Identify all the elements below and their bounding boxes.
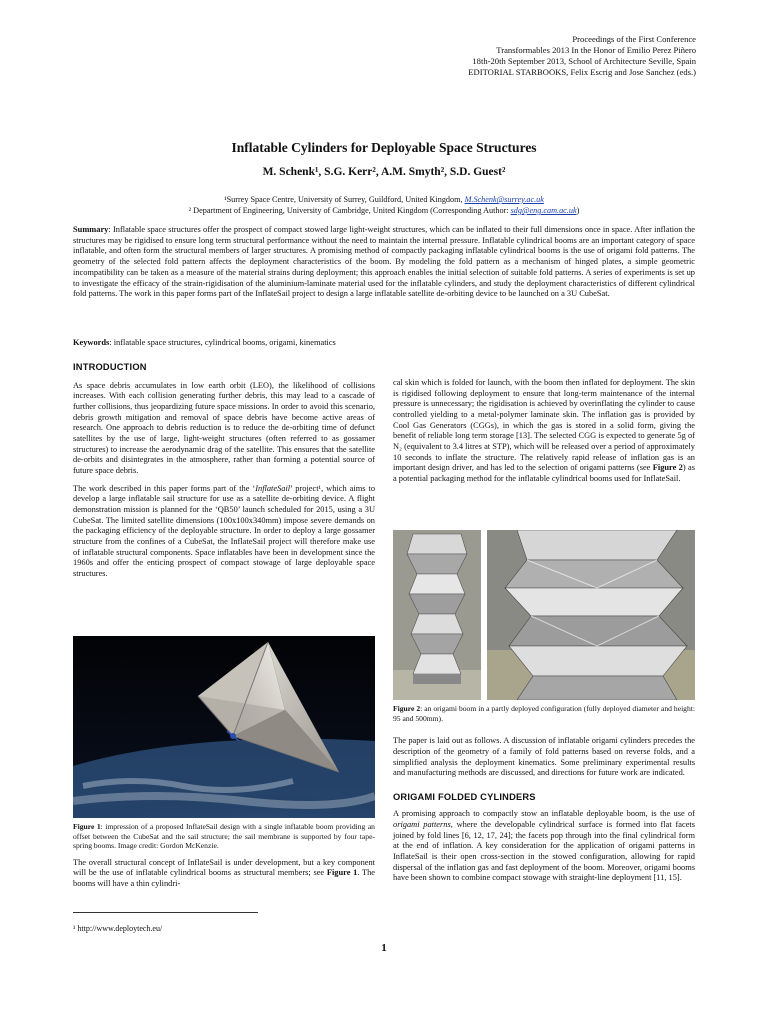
header-line-1: Proceedings of the First Conference — [572, 34, 696, 44]
footnote: ¹ http://www.deploytech.eu/ — [73, 924, 163, 933]
origami-boom-photo-right — [487, 530, 695, 700]
email-link-1[interactable]: M.Schenk@surrey.ac.uk — [464, 195, 544, 204]
summary-label: Summary — [73, 225, 109, 234]
intro-paragraph-3: The overall structural concept of InflateSail is under development, but a key component will be the use of inflatable cylindrical booms as structural members; see Figure 1. The booms will have a thin cylindri- — [73, 857, 375, 889]
section-heading-introduction: INTRODUCTION — [73, 362, 147, 372]
intro-paragraph-2: The work described in this paper forms part of the ‘InflateSail’ project¹, which aims to develop a large inflatable sail structure for use as a satellite de-orbiting device. A flight demonstration mission is planned for the ‘QB50’ launch scheduled for 2015, using a 3U CubeSat. The limited satellite dimensions (100x100x340mm) impose severe demands on the packaging efficiency of the deployable structure. In order to deploy a large gossamer structure from the confines of a CubeSat, the InflateSail project will therefore make use of inflatable structural components. Space inflatables have been in development since the 1960s and offer the enticing prospect of compact stowage of large deployable space structures. — [73, 483, 376, 578]
summary-text: : Inflatable space structures offer the prospect of compact stowed large light-weight structures, which can be inflated to their full dimensions once in space. After inflation the structures may be rigidised to ensure long term structural performance without the need to maintain the internal pressure. Inflatable cylindrical booms are an important category of space inflatable, and often form the structural members of larger structures. A promising method of compactly packaging inflatable cylindrical booms is the use of origami fold patterns. The geometry of the selected fold pattern affects the deployment characteristics of the boom. By modeling the fold pattern as a mechanism of hinged plates, a simple geometric incompatibility can be taken as a measure of the material strains during deployment; this approach enables the initial selection of suitable fold patterns. A series of experiments is set up to investigate the efficacy of the strain-rigidisation of the aluminium-laminate material used for the inflatable cylinders, and study the deployment characteristics of different cylindrical fold patterns. The work in this paper forms part of the InflateSail project to design a large inflatable satellite de-orbiting device to be launched on a 3U CubeSat. — [73, 225, 695, 299]
section-heading-origami: ORIGAMI FOLDED CYLINDERS — [393, 791, 536, 802]
origami-boom-photo-left — [393, 530, 481, 700]
satellite-sail-illustration — [73, 636, 375, 818]
right-paragraph-3: A promising approach to compactly stow an inflatable deployable boom, is the use of origami patterns, where the developable cylindrical surface is formed into flat facets joined by fold lines [6, 12, 17, 24]; the facets pop through into the final cylindrical form at the end of inflation. A key consideration for the application of origami patterns in InflateSail is their open cross-section in the stowed configuration, allowing for rapid dispersal of the inflation gas and fast deployment of the boom. Moreover, origami booms have been shown to combine compact stowage with straight-line deployment [11, 15]. — [393, 809, 695, 883]
left-column-lower — [73, 822, 375, 897]
header-line-2: Transformables 2013 In the Honor of Emilio Perez Piñero — [496, 45, 696, 55]
keywords — [73, 338, 695, 347]
figure-2-image-right — [487, 530, 695, 700]
header-line-4: EDITORIAL STARBOOKS, Felix Escrig and Jose Sanchez (eds.) — [468, 67, 696, 77]
figure-1-caption: Figure 1: impression of a proposed InflateSail design with a single inflatable boom providing an offset between the CubeSat and the sail structure; the sail membrane is supported by four tape-spring booms. Image credit: Gordon McKenzie. — [73, 822, 375, 851]
keywords-label: Keywords — [73, 338, 110, 347]
right-paragraph-2: The paper is laid out as follows. A discussion of inflatable origami cylinders precedes the description of the geometry of a family of fold patterns based on reverse folds, and a simplified analysis the deployment kinematics. Some preliminary experimental results and manufacturing methods are discussed, and directions for future work are indicated. — [393, 736, 695, 778]
proceedings-header — [276, 34, 696, 78]
abstract — [73, 225, 695, 300]
footnote-divider — [73, 912, 258, 913]
paper-title: Inflatable Cylinders for Deployable Space Structures — [231, 140, 537, 155]
email-link-2[interactable]: sdg@eng.cam.ac.uk — [510, 206, 577, 215]
affiliations — [0, 194, 768, 216]
right-paragraph-1: cal skin which is folded for launch, with the boom then inflated for deployment. The skin is rigidised following deployment to ensure that long-term maintenance of the internal pressure is unnecessary; the rigidisation is achieved by overinflating the cylinder to cause controlled yielding to a metal-polymer laminate skin. The inflation gas is provided by Cool Gas Generators (CGGs), in which the gas is stored in a solid form, giving the benefit of reliable long term storage [13]. The selected CGG is expected to generate 5g of N₂ (equivalent to 3.4 litres at STP), which will be released over a period of approximately 10 seconds to inflate the structure. The relatively rapid release of inflation gas is an important design driver, and has led to the selection of origami patterns (see Figure 2) as a potential packaging method for the inflatable cylindrical booms used for InflateSail. — [393, 378, 695, 483]
right-column — [393, 378, 695, 492]
author-list: M. Schenk¹, S.G. Kerr², A.M. Smyth², S.D. Guest² — [262, 166, 506, 178]
header-line-3: 18th-20th September 2013, School of Architecture Seville, Spain — [472, 56, 696, 66]
intro-paragraph-1: As space debris accumulates in low earth orbit (LEO), the likelihood of collisions increases. With each collision generating further debris, this may lead to a cascade of further collisions, thus jeopardizing future space missions. In order to avoid this scenario, debris growth mitigation and removal of space debris have become active areas of research. One approach to debris reduction is to reduce the de-orbiting time of defunct satellites by the use of large, light-weight structures (often referred to as gossamer structures) to increase the aerodynamic drag of the satellite. This ensures that the satellite de-orbits and disintegrates in the atmosphere, rather than forming a potential source of future space debris. — [73, 380, 375, 475]
left-column — [73, 362, 375, 586]
page-number: 1 — [381, 942, 387, 954]
figure-2-caption: Figure 2: an origami boom in a partly deployed configuration (fully deployed diameter and height: 95 and 500mm). — [393, 704, 695, 723]
figure-2-image-left — [393, 530, 481, 700]
right-column-lower — [393, 704, 695, 891]
figure-1-image — [73, 636, 375, 818]
keywords-text: : inflatable space structures, cylindrical booms, origami, kinematics — [109, 338, 336, 347]
affiliation-2: ² Department of Engineering, University of Cambridge, United Kingdom (Corresponding Author: sdg@eng.cam.ac.uk) — [188, 206, 580, 215]
affiliation-1: ¹Surrey Space Centre, University of Surrey, Guildford, United Kingdom, M.Schenk@surrey.ac.uk — [224, 195, 544, 204]
